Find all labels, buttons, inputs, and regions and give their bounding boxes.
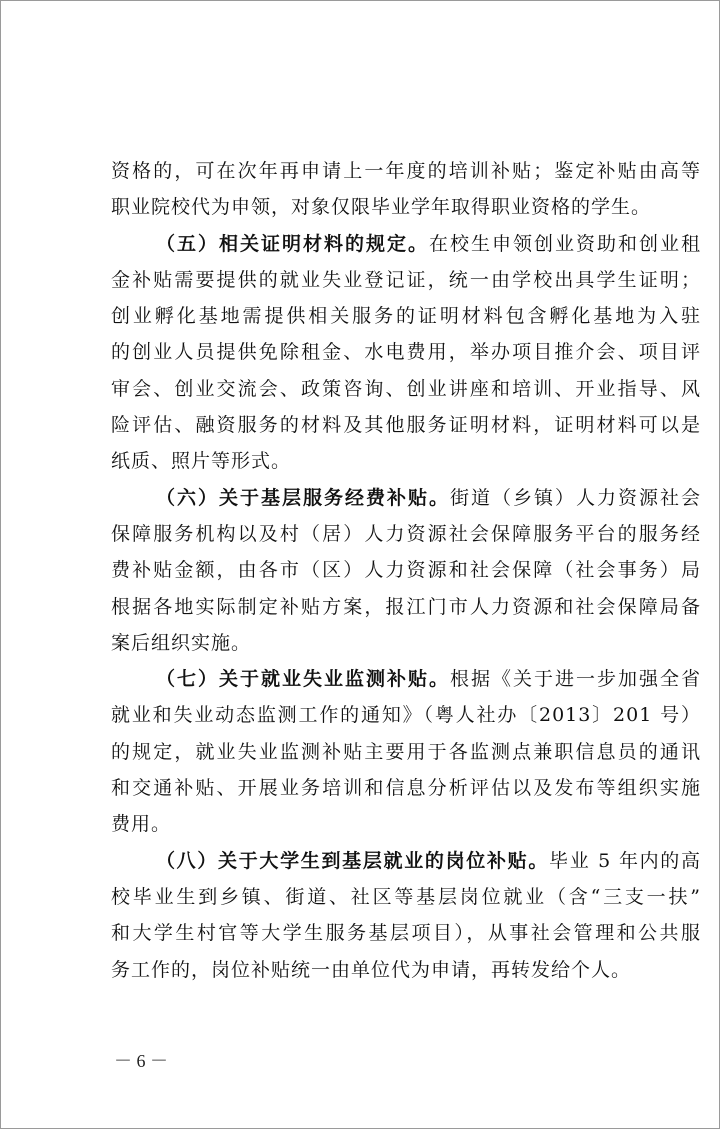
line-text: 险评估、融资服务的材料及其他服务证明材料，证明材料可以是 bbox=[111, 414, 701, 437]
document-body bbox=[111, 153, 701, 988]
text-line bbox=[111, 770, 701, 806]
text-line bbox=[111, 697, 701, 733]
line-text: 审会、创业交流会、政策咨询、创业讲座和培训、开业指导、风 bbox=[111, 377, 701, 400]
line-text: 街道（乡镇）人力资源社会 bbox=[449, 486, 701, 509]
section-heading: （七）关于就业失业监测补贴。 bbox=[156, 668, 450, 691]
text-line bbox=[111, 334, 701, 370]
text-line bbox=[111, 879, 701, 915]
text-line bbox=[111, 262, 701, 298]
line-text: 保障服务机构以及村（居）人力资源社会保障服务平台的服务经 bbox=[111, 522, 701, 545]
line-text: 费用。 bbox=[111, 813, 172, 836]
text-line bbox=[111, 443, 701, 479]
line-text: 资格的，可在次年再申请上一年度的培训补贴；鉴定补贴由高等 bbox=[111, 160, 701, 182]
line-text: 和大学生村官等大学生服务基层项目），从事社会管理和公共服 bbox=[111, 922, 701, 945]
line-text: 根据各地实际制定补贴方案，报江门市人力资源和社会保障局备 bbox=[111, 595, 701, 618]
section-heading: （六）关于基层服务经费补贴。 bbox=[156, 486, 450, 509]
text-line bbox=[111, 407, 701, 443]
text-line bbox=[111, 589, 701, 625]
text-line bbox=[111, 843, 701, 879]
line-text: 校毕业生到乡镇、街道、社区等基层岗位就业（含“三支一扶” bbox=[111, 885, 701, 908]
line-text: 职业院校代为申领，对象仅限毕业学年取得职业资格的学生。 bbox=[111, 196, 652, 219]
line-text: 和交通补贴、开展业务培训和信息分析评估以及发布等组织实施 bbox=[111, 777, 701, 800]
text-line bbox=[111, 226, 701, 262]
line-text: 在校生申领创业资助和创业租 bbox=[429, 232, 701, 255]
text-line bbox=[111, 153, 701, 189]
text-line bbox=[111, 516, 701, 552]
line-text: 金补贴需要提供的就业失业登记证，统一由学校出具学生证明； bbox=[111, 268, 701, 291]
text-line bbox=[111, 952, 701, 988]
text-line bbox=[111, 625, 701, 661]
text-line bbox=[111, 189, 701, 225]
line-text: 纸质、照片等形式。 bbox=[111, 450, 292, 473]
line-text: 务工作的，岗位补贴统一由单位代为申请，再转发给个人。 bbox=[111, 958, 632, 981]
text-line bbox=[111, 734, 701, 770]
line-text: 创业孵化基地需提供相关服务的证明材料包含孵化基地为入驻 bbox=[111, 305, 701, 328]
text-line bbox=[111, 480, 701, 516]
text-line bbox=[111, 661, 701, 697]
line-text: 根据《关于进一步加强全省 bbox=[449, 668, 701, 691]
text-line bbox=[111, 552, 701, 588]
text-line bbox=[111, 298, 701, 334]
page-number: － 6 － bbox=[114, 1051, 168, 1071]
line-text: 的规定，就业失业监测补贴主要用于各监测点兼职信息员的通讯 bbox=[111, 740, 701, 763]
text-line bbox=[111, 371, 701, 407]
line-text: 费补贴金额，由各市（区）人力资源和社会保障（社会事务）局 bbox=[111, 559, 701, 582]
text-line bbox=[111, 806, 701, 842]
line-text: 案后组织实施。 bbox=[111, 631, 252, 654]
line-text: 就业和失业动态监测工作的通知》（粤人社办〔2013〕201 号） bbox=[111, 704, 701, 727]
section-heading: （八）关于大学生到基层就业的岗位补贴。 bbox=[156, 849, 550, 872]
line-text: 毕业 5 年内的高 bbox=[549, 849, 701, 872]
line-text: 的创业人员提供免除租金、水电费用，举办项目推介会、项目评 bbox=[111, 341, 701, 364]
section-heading: （五）相关证明材料的规定。 bbox=[156, 232, 429, 255]
text-line bbox=[111, 915, 701, 951]
